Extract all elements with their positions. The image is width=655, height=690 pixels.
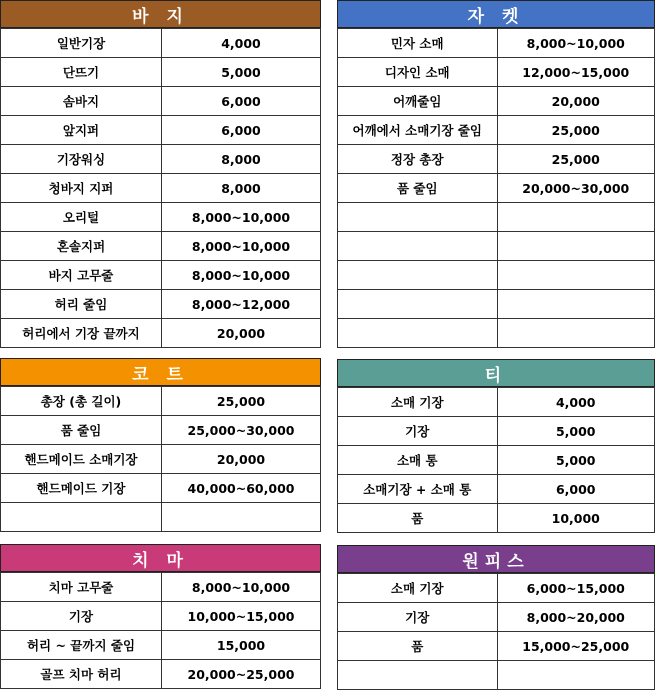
service-name: 소매기장 + 소매 통 xyxy=(338,475,498,504)
table-row xyxy=(1,474,321,503)
table-row xyxy=(338,446,655,475)
service-name: 솜바지 xyxy=(1,87,162,116)
service-price: 20,000~25,000 xyxy=(162,660,321,689)
table-row xyxy=(338,87,655,116)
service-price: 20,000~30,000 xyxy=(497,174,655,203)
section-title: 바 지 xyxy=(132,6,189,27)
service-price xyxy=(497,319,655,348)
service-price: 20,000 xyxy=(162,319,321,348)
price-table-tshirt xyxy=(337,387,655,533)
service-price: 4,000 xyxy=(162,29,321,58)
table-row xyxy=(1,660,321,689)
service-price xyxy=(497,261,655,290)
section-header-jacket xyxy=(337,0,655,28)
service-name: 일반기장 xyxy=(1,29,162,58)
price-table-jacket xyxy=(337,28,655,348)
table-row xyxy=(338,475,655,504)
table-row xyxy=(1,145,321,174)
table-row xyxy=(338,29,655,58)
service-name: 품 줄임 xyxy=(338,174,498,203)
service-name: 소매 기장 xyxy=(338,388,498,417)
section-title: 티 xyxy=(484,365,508,386)
service-price: 5,000 xyxy=(162,58,321,87)
panel-skirt xyxy=(0,544,321,689)
section-header-skirt xyxy=(0,544,321,572)
service-name: 소매 기장 xyxy=(338,574,498,603)
service-name: 총장 (총 길이) xyxy=(1,387,162,416)
price-table-onepiece xyxy=(337,573,655,690)
table-row xyxy=(1,503,321,532)
service-name xyxy=(1,503,162,532)
service-price: 15,000 xyxy=(162,631,321,660)
panel-onepiece xyxy=(337,545,655,690)
service-name: 청바지 지퍼 xyxy=(1,174,162,203)
service-name: 골프 치마 허리 xyxy=(1,660,162,689)
table-row xyxy=(338,116,655,145)
section-header-pants xyxy=(0,0,321,28)
service-price: 10,000~15,000 xyxy=(162,602,321,631)
service-price: 6,000 xyxy=(162,87,321,116)
service-price: 10,000 xyxy=(497,504,655,533)
service-price: 5,000 xyxy=(497,417,655,446)
table-row xyxy=(1,387,321,416)
service-price: 25,000 xyxy=(162,387,321,416)
service-name xyxy=(338,203,498,232)
service-price: 8,000~10,000 xyxy=(162,203,321,232)
table-row xyxy=(338,261,655,290)
service-name: 치마 고무줄 xyxy=(1,573,162,602)
service-name: 정장 총장 xyxy=(338,145,498,174)
service-price: 5,000 xyxy=(497,446,655,475)
service-price: 4,000 xyxy=(497,388,655,417)
table-row xyxy=(338,58,655,87)
table-row xyxy=(338,232,655,261)
service-price xyxy=(162,503,321,532)
table-row xyxy=(1,573,321,602)
table-row xyxy=(338,574,655,603)
service-price: 8,000~10,000 xyxy=(497,29,655,58)
service-price: 20,000 xyxy=(162,445,321,474)
service-name xyxy=(338,261,498,290)
table-row xyxy=(338,290,655,319)
table-row xyxy=(338,603,655,632)
table-row xyxy=(1,29,321,58)
service-price: 8,000~20,000 xyxy=(497,603,655,632)
table-row xyxy=(338,174,655,203)
service-name xyxy=(338,319,498,348)
service-price: 6,000 xyxy=(162,116,321,145)
service-name: 단뜨기 xyxy=(1,58,162,87)
service-price xyxy=(497,203,655,232)
table-row xyxy=(338,319,655,348)
table-row xyxy=(338,388,655,417)
service-name: 혼솔지퍼 xyxy=(1,232,162,261)
service-name: 기장 xyxy=(338,603,498,632)
service-name: 허리에서 기장 끝까지 xyxy=(1,319,162,348)
table-row xyxy=(1,174,321,203)
service-price: 8,000~10,000 xyxy=(162,232,321,261)
service-price: 6,000~15,000 xyxy=(497,574,655,603)
service-price: 25,000 xyxy=(497,145,655,174)
service-price: 8,000~12,000 xyxy=(162,290,321,319)
panel-coat xyxy=(0,358,321,532)
service-name: 품 xyxy=(338,504,498,533)
service-price: 25,000~30,000 xyxy=(162,416,321,445)
service-name: 허리 ~ 끝까지 줄임 xyxy=(1,631,162,660)
service-name: 기장워싱 xyxy=(1,145,162,174)
service-name: 어깨줄임 xyxy=(338,87,498,116)
table-row xyxy=(1,58,321,87)
service-name: 기장 xyxy=(338,417,498,446)
table-row xyxy=(1,87,321,116)
table-row xyxy=(1,319,321,348)
table-row xyxy=(1,290,321,319)
table-row xyxy=(338,632,655,661)
table-row xyxy=(1,631,321,660)
service-price: 15,000~25,000 xyxy=(497,632,655,661)
service-name: 품 줄임 xyxy=(1,416,162,445)
service-price: 8,000 xyxy=(162,174,321,203)
service-name: 디자인 소매 xyxy=(338,58,498,87)
section-title: 자 켓 xyxy=(467,6,525,27)
service-name: 오리털 xyxy=(1,203,162,232)
service-price: 8,000~10,000 xyxy=(162,261,321,290)
service-name: 품 xyxy=(338,632,498,661)
service-price: 6,000 xyxy=(497,475,655,504)
service-price: 20,000 xyxy=(497,87,655,116)
panel-pants xyxy=(0,0,321,348)
service-price: 8,000~10,000 xyxy=(162,573,321,602)
table-row xyxy=(1,232,321,261)
table-row xyxy=(338,504,655,533)
service-name: 핸드메이드 소매기장 xyxy=(1,445,162,474)
panel-tshirt xyxy=(337,359,655,533)
section-header-tshirt xyxy=(337,359,655,387)
service-name xyxy=(338,232,498,261)
table-row xyxy=(338,203,655,232)
table-row xyxy=(338,417,655,446)
service-price: 25,000 xyxy=(497,116,655,145)
service-name: 기장 xyxy=(1,602,162,631)
price-table-pants xyxy=(0,28,321,348)
service-name: 어깨에서 소매기장 줄임 xyxy=(338,116,498,145)
table-row xyxy=(1,203,321,232)
service-name: 앞지퍼 xyxy=(1,116,162,145)
service-name: 허리 줄임 xyxy=(1,290,162,319)
service-name xyxy=(338,661,498,690)
panel-jacket xyxy=(337,0,655,348)
table-row xyxy=(338,145,655,174)
section-title: 원피스 xyxy=(462,551,530,572)
service-name: 바지 고무줄 xyxy=(1,261,162,290)
table-row xyxy=(1,261,321,290)
table-row xyxy=(1,602,321,631)
section-title: 치 마 xyxy=(132,550,189,571)
table-row xyxy=(338,661,655,690)
service-name: 핸드메이드 기장 xyxy=(1,474,162,503)
price-table-coat xyxy=(0,386,321,532)
service-name xyxy=(338,290,498,319)
service-price xyxy=(497,290,655,319)
service-price: 40,000~60,000 xyxy=(162,474,321,503)
table-row xyxy=(1,416,321,445)
service-name: 소매 통 xyxy=(338,446,498,475)
service-price: 12,000~15,000 xyxy=(497,58,655,87)
section-title: 코 트 xyxy=(132,364,189,385)
price-table-skirt xyxy=(0,572,321,689)
section-header-coat xyxy=(0,358,321,386)
service-name: 민자 소매 xyxy=(338,29,498,58)
section-header-onepiece xyxy=(337,545,655,573)
table-row xyxy=(1,445,321,474)
service-price xyxy=(497,661,655,690)
service-price xyxy=(497,232,655,261)
table-row xyxy=(1,116,321,145)
service-price: 8,000 xyxy=(162,145,321,174)
